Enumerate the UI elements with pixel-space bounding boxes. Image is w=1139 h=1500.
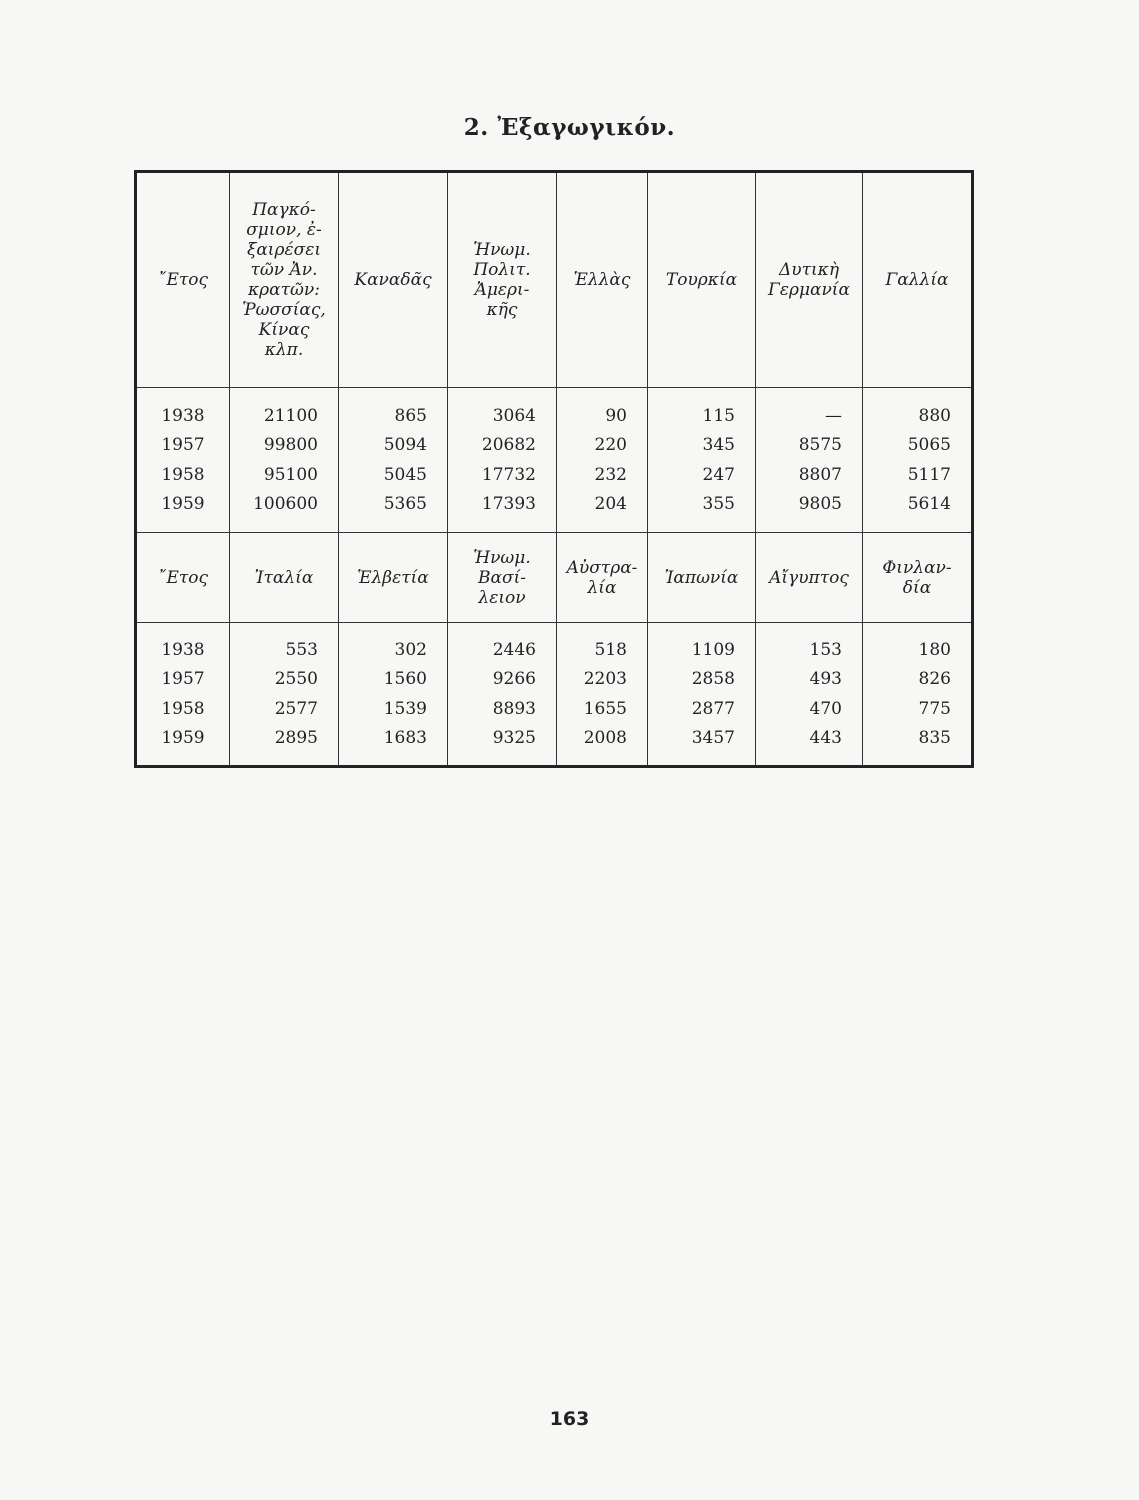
table1-cell: —: [825, 405, 842, 426]
table1-cell: 9805: [798, 494, 842, 514]
table1-cell: 5365: [383, 494, 427, 514]
table1-cell: 220: [594, 435, 627, 455]
table2-cell: 2858: [691, 669, 735, 689]
table2-cell: 470: [809, 698, 842, 719]
table2-cell: 443: [809, 728, 842, 748]
table1-cell: 5614: [907, 494, 951, 514]
table1-cell: 1959: [161, 494, 205, 514]
table1-cell: 20682: [481, 435, 536, 455]
table1-header-france: Γαλλία: [885, 270, 949, 290]
table2-header-egypt: Αἴγυπτος: [756, 533, 863, 623]
table1-cell: 5094: [383, 435, 427, 455]
table2-cell: 775: [918, 698, 951, 719]
table1-header-greece: Ἑλλὰς: [557, 173, 648, 387]
table1-cell: 345: [702, 435, 735, 455]
table2-finland-column: [863, 623, 971, 766]
table2-cell: 1958: [161, 698, 205, 719]
table2-year-column: [137, 623, 230, 766]
table1-year-column: [137, 388, 230, 533]
table1-cell: 865: [394, 405, 427, 426]
table1-cell: 17393: [481, 494, 536, 514]
table1-header-row: [137, 173, 971, 387]
table1-cell: 8575: [798, 435, 842, 455]
table2-cell: 835: [918, 728, 951, 748]
table1-france-column: [863, 388, 971, 533]
table1-header-usa: Ἡνωμ. Πολιτ. Ἀμερι- κῆς: [448, 173, 557, 387]
table2-cell: 8893: [492, 698, 536, 719]
table1-cell: 3064: [492, 405, 536, 426]
table1-data-row: [137, 387, 971, 533]
table1-cell: 880: [918, 405, 951, 426]
table2-cell: 2577: [274, 698, 318, 719]
table2-header-uk: Ἡνωμ. Βασί- λειον: [448, 533, 557, 623]
table2-cell: 2203: [583, 669, 627, 689]
table1-cell: 90: [605, 405, 627, 426]
table2-header-row: [137, 532, 971, 623]
table2-cell: 153: [809, 639, 842, 660]
table2-cell: 1109: [691, 639, 735, 660]
table2-cell: 1539: [383, 698, 427, 719]
table2-cell: 1959: [161, 728, 205, 748]
table2-header-year: ῎Ετος: [137, 533, 230, 623]
table1-header-canada: Καναδᾶς: [339, 173, 448, 387]
table1-cell: 115: [702, 405, 735, 426]
table2-header-italy: Ἰταλία: [230, 533, 339, 623]
table2-cell: 1957: [161, 669, 205, 689]
table1-canada-column: [339, 388, 448, 533]
table2-uk-column: [448, 623, 557, 766]
table2-cell: 2877: [691, 698, 735, 719]
table1-cell: 247: [702, 464, 735, 485]
table2-cell: 1938: [161, 639, 205, 660]
table1-cell: 21100: [263, 405, 318, 426]
table2-cell: 826: [918, 669, 951, 689]
table1-header-world: Παγκό- σμιον, ἐ- ξαιρέσει τῶν Ἀν. κρατῶν: Ῥωσσίας, Κίνας κλπ.: [230, 173, 339, 387]
table1-turkey-column: [648, 388, 756, 533]
table2-switzerland-column: [339, 623, 448, 766]
page-title: 2. Ἐξαγωγικόν.: [463, 114, 676, 141]
page-number: 163: [549, 1408, 590, 1430]
table1-west-germany-column: [756, 388, 863, 533]
table2-cell: 1683: [383, 728, 427, 748]
table1-cell: 100600: [253, 494, 318, 514]
table2-egypt-column: [756, 623, 863, 766]
table1-cell: 355: [702, 494, 735, 514]
table1-world-column: [230, 388, 339, 533]
table1-header-turkey: Τουρκία: [648, 173, 756, 387]
table1-header-west-germany: Δυτικὴ Γερμανία: [756, 173, 863, 387]
table2-cell: 493: [809, 669, 842, 689]
table1-cell: 8807: [798, 464, 842, 485]
table2-cell: 2008: [583, 728, 627, 748]
table1-cell: 5045: [383, 464, 427, 485]
table2-cell: 1560: [383, 669, 427, 689]
table2-cell: 180: [918, 639, 951, 660]
table2-header-australia: Αὐστρα- λία: [557, 533, 648, 623]
table1-cell: 1938: [161, 405, 205, 426]
table2-cell: 2446: [492, 639, 536, 660]
table1-header-year: ῎Ετος: [137, 173, 230, 387]
table1-cell: 232: [594, 464, 627, 485]
table2-cell: 2895: [274, 728, 318, 748]
table2-cell: 1655: [583, 698, 627, 719]
table1-usa-column: [448, 388, 557, 533]
table2-japan-column: [648, 623, 756, 766]
table2-cell: 9266: [492, 669, 536, 689]
table2-data-row: [137, 622, 971, 766]
table1-greece-column: [557, 388, 648, 533]
table2-header-japan: Ἰαπωνία: [648, 533, 756, 623]
table2-cell: 302: [394, 639, 427, 660]
table1-cell: 204: [594, 494, 627, 514]
table2-italy-column: [230, 623, 339, 766]
table1-cell: 1957: [161, 435, 205, 455]
table1-cell: 5065: [907, 435, 951, 455]
exports-table: [134, 170, 974, 768]
table2-cell: 553: [285, 639, 318, 660]
table2-cell: 518: [594, 639, 627, 660]
table1-cell: 17732: [481, 464, 536, 485]
table1-cell: 95100: [263, 464, 318, 485]
table2-cell: 2550: [274, 669, 318, 689]
table2-header-finland: Φινλαν- δία: [882, 558, 952, 598]
table1-cell: 99800: [263, 435, 318, 455]
table2-cell: 9325: [492, 728, 536, 748]
table1-cell: 1958: [161, 464, 205, 485]
table1-cell: 5117: [907, 464, 951, 485]
table2-australia-column: [557, 623, 648, 766]
table2-header-switzerland: Ἑλβετία: [339, 533, 448, 623]
table2-cell: 3457: [691, 728, 735, 748]
